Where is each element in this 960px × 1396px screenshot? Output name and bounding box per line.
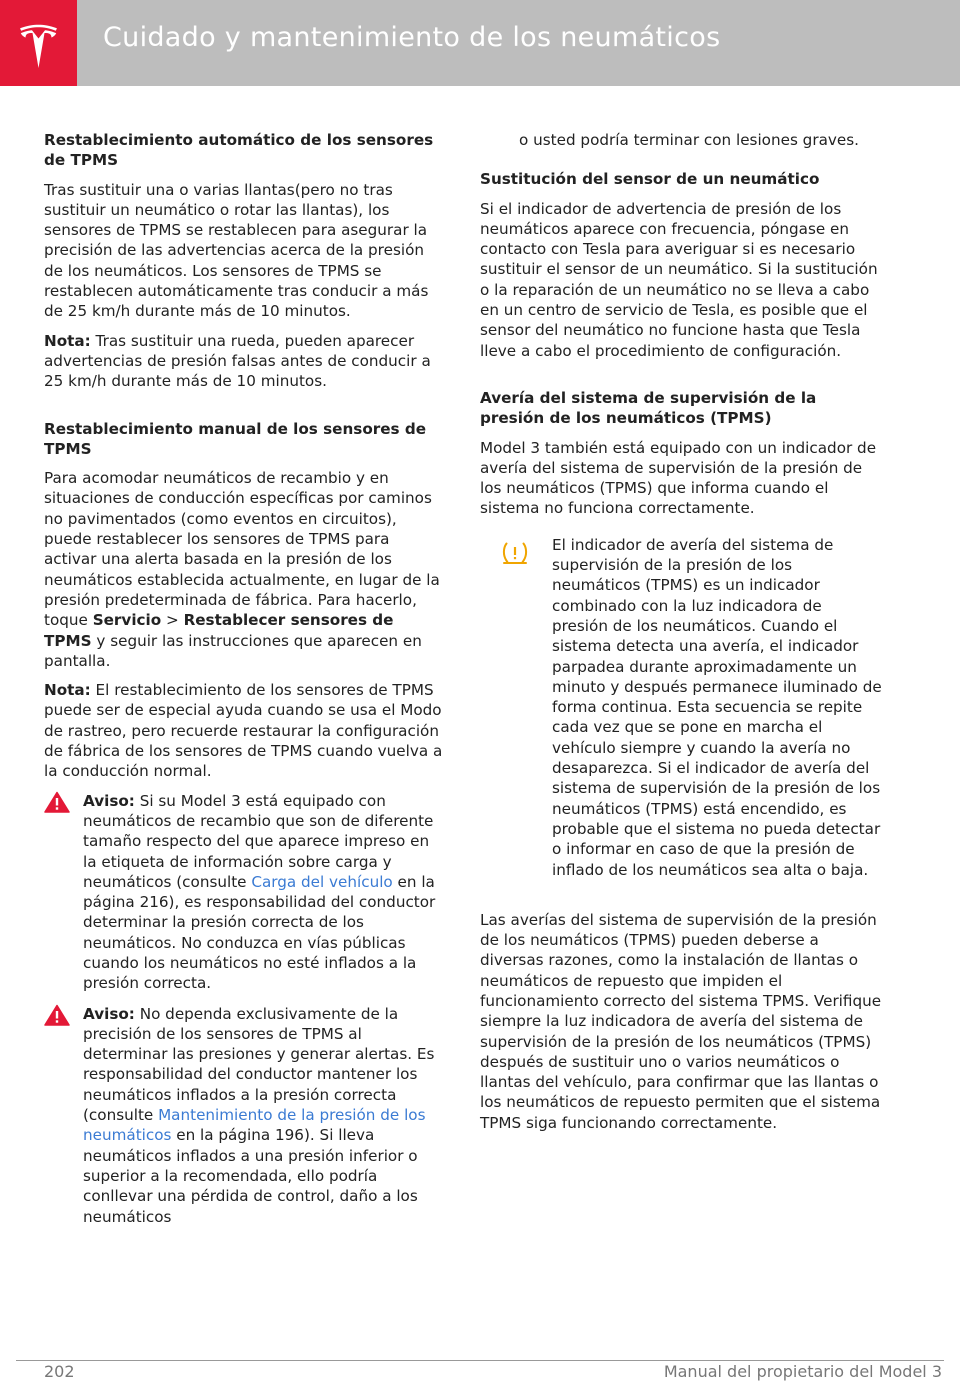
brand-logo-block [0, 0, 77, 86]
note-text: Tras sustituir una rueda, pueden aparecer advertencias de presión falsas antes de conducir a 25 km/h durante más de 10 minutos. [44, 331, 431, 391]
menu-path-separator: > [161, 611, 184, 630]
manual-title: Manual del propietario del Model 3 [663, 1362, 942, 1381]
page-number: 202 [44, 1362, 75, 1381]
warning-text: en la página 216), es responsabilidad del conductor determinar la presión correcta de los neumáticos. No conduzca en vías públicas cuando los neumáticos no esté inflados a la presión correcta. [83, 872, 436, 993]
warning-continuation: o usted podría terminar con lesiones graves. [519, 131, 859, 149]
page-title: Cuidado y mantenimiento de los neumáticos [103, 22, 721, 53]
warning-label: Aviso: [83, 1004, 135, 1023]
paragraph-text: y seguir las instrucciones que aparecen en pantalla. [44, 631, 422, 670]
paragraph-tpms-causes: Las averías del sistema de supervisión de la presión de los neumáticos (TPMS) pueden deberse a diversas razones, como la instalación de llantas o neumáticos de repuesto que impiden el funcionamiento correcto del sistema TPMS. Verifique siempre la luz indicadora de avería del sistema de supervisión de la presión de los neumáticos (TPMS) después de sustituir uno o varios neumáticos o llantas del vehículo, para confirmar que las llantas o los neumáticos de repuesto permiten que el sistema TPMS siga funcionando correctamente. [480, 910, 882, 1132]
paragraph-text: Para acomodar neumáticos de recambio y en situaciones de conducción específicas por caminos no pavimentados (como eventos en circuitos), puede restablecer los sensores de TPMS para activar una alerta basada en la presión de los neumáticos establecida actualmente, en lugar de la presión predeterminada de fábrica. Para hacerlo, toque [44, 469, 440, 630]
warning-text: No dependa exclusivamente de la precisión de los sensores de TPMS al determinar las presiones y generar alertas. Es responsabilidad del conductor mantener los neumáticos inflados a la presión correcta (consulte [83, 1004, 435, 1125]
warning-block-tire-size [44, 791, 444, 994]
warning-triangle-icon [44, 791, 70, 813]
menu-path-servicio: Servicio [92, 611, 162, 630]
menu-path-restablecer: Restablecer sensores de TPMS [44, 611, 394, 650]
paragraph-auto-reset: Tras sustituir una o varias llantas(pero no tras sustituir un neumático o rotar las llantas), los sensores de TPMS se restablecen para asegurar la precisión de las advertencias acerca de la presión de los neumáticos. Los sensores de TPMS se restablecen automáticamente tras conducir a más de 25 km/h durante más de 10 minutos. [44, 180, 429, 321]
link-carga-vehiculo[interactable]: Carga del vehículo [251, 872, 393, 891]
warning-label: Aviso: [83, 791, 135, 810]
note-manual-reset [44, 680, 444, 781]
tpms-indicator-callout [480, 535, 882, 880]
note-auto-reset [44, 331, 444, 392]
tpms-warning-icon [502, 541, 528, 565]
callout-text: El indicador de avería del sistema de supervisión de la presión de los neumáticos (TPMS) es un indicador combinado con la luz indicadora de presión de los neumáticos. Cuando el sistema detecta una avería, el indicador parpadea durante aproximadamente un minuto y después permanece iluminado de forma continua. Esta secuencia se repite cada vez que se pone en marcha el vehículo siempre y cuando la avería no desaparezca. Si el indicador de avería del sistema de supervisión de la presión de los neumáticos (TPMS) está encendido, es probable que el sistema no pueda detectar o informar en caso de que la presión de inflado de los neumáticos sea alta o baja. [552, 535, 882, 879]
page-header [0, 0, 960, 86]
warning-text: en la página 196). Si lleva neumáticos inflados a una presión inferior o superior a la recomendada, ello podría conllevar una pérdida de control, daño a los neumáticos [83, 1126, 418, 1226]
note-text: El restablecimiento de los sensores de TPMS puede ser de especial ayuda cuando se usa el Modo de rastreo, pero recuerde restaurar la configuración de fábrica de los sensores de TPMS cuando vuelva a la conducción normal. [44, 681, 443, 781]
section-heading-manual-reset: Restablecimiento manual de los sensores de TPMS [44, 419, 427, 458]
right-column [480, 130, 882, 1142]
paragraph-sensor-replacement: Si el indicador de advertencia de presión de los neumáticos aparece con frecuencia, póngase en contacto con Tesla para averiguar si es necesario sustituir el sensor de un neumático. Si la sustitución o la reparación de un neumático no se lleva a cabo en un centro de servicio de Tesla, es posible que el sensor del neumático no funcione hasta que Tesla lleve a cabo el procedimiento de configuración. [480, 199, 878, 360]
link-mantenimiento-presion[interactable]: Mantenimiento de la presión de los neumáticos [83, 1106, 426, 1145]
left-column [44, 130, 444, 1237]
paragraph-tpms-fault: Model 3 también está equipado con un indicador de avería del sistema de supervisión de la presión de los neumáticos (TPMS) que informa cuando el sistema no funciona correctamente. [480, 438, 877, 518]
warning-triangle-icon [44, 1004, 70, 1026]
warning-block-tpms-reliance [44, 1004, 444, 1227]
tesla-logo-icon [15, 16, 62, 70]
note-label: Nota: [44, 331, 91, 350]
section-heading-auto-reset: Restablecimiento automático de los sensores de TPMS [44, 131, 434, 170]
footer-divider [16, 1360, 944, 1361]
paragraph-manual-reset [44, 468, 444, 671]
section-heading-tpms-fault: Avería del sistema de supervisión de la presión de los neumáticos (TPMS) [480, 388, 817, 428]
warning-text: Si su Model 3 está equipado con neumáticos de recambio que son de diferente tamaño respecto del que aparece impreso en la etiqueta de información sobre carga y neumáticos (consulte [83, 791, 434, 891]
section-heading-sensor-replacement: Sustitución del sensor de un neumático [480, 170, 820, 189]
note-label: Nota: [44, 681, 91, 700]
